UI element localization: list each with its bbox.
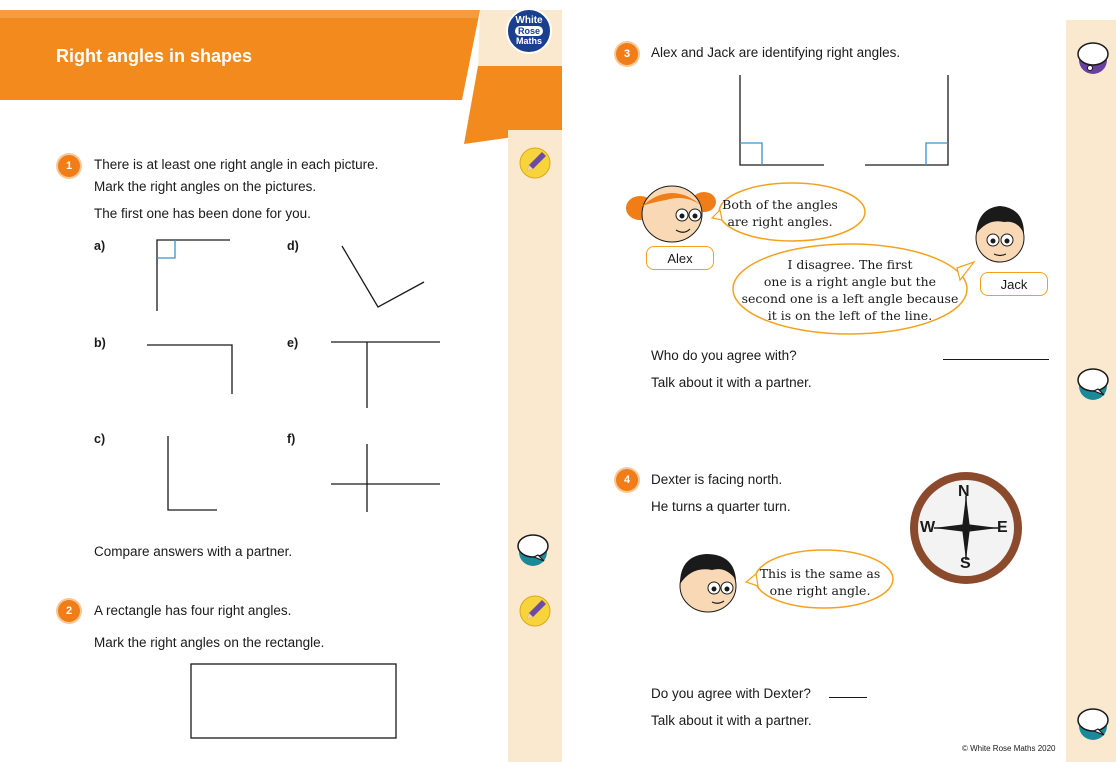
q3-question: Who do you agree with? (651, 348, 797, 363)
question-number-badge: 4 (616, 469, 638, 491)
q4-line-1: Dexter is facing north. (651, 472, 783, 487)
q1-line-1: There is at least one right angle in each picture. (94, 157, 379, 172)
label-c: c) (94, 432, 106, 446)
label-d: d) (287, 239, 299, 253)
copyright: © White Rose Maths 2020 (962, 744, 1056, 753)
thinking-bubble-icon[interactable] (1074, 38, 1112, 76)
logo-line-1: White (515, 15, 543, 26)
page-title: Right angles in shapes (56, 46, 253, 66)
q2-rectangle[interactable] (191, 664, 396, 738)
logo-line-2: Rose (515, 26, 543, 36)
q1-compare-text: Compare answers with a partner. (94, 544, 293, 559)
question-number-badge: 1 (58, 155, 80, 177)
speech-bubble-icon[interactable] (1074, 704, 1112, 742)
alex-speech-line-1: Both of the angles (722, 197, 838, 212)
q3-answer-line[interactable] (943, 359, 1049, 360)
compass-north: N (958, 483, 970, 500)
alex-speech-line-2: are right angles. (727, 214, 833, 229)
speech-bubble-icon[interactable] (1074, 364, 1112, 402)
q3-talk: Talk about it with a partner. (651, 375, 812, 390)
q4-line-2: He turns a quarter turn. (651, 499, 791, 514)
dexter-speech-line-1: This is the same as (759, 566, 881, 581)
compass-east: E (997, 519, 1008, 536)
shape-a[interactable] (157, 240, 230, 311)
shape-b[interactable] (147, 345, 232, 394)
jack-speech-line-1: I disagree. The first (787, 257, 913, 272)
shape-d[interactable] (342, 246, 424, 307)
dexter-avatar (676, 550, 742, 614)
jack-name-tag: Jack (980, 272, 1048, 296)
q1-line-2: Mark the right angles on the pictures. (94, 179, 317, 194)
q1-line-3: The first one has been done for you. (94, 206, 311, 221)
q3-intro: Alex and Jack are identifying right angles. (651, 45, 901, 60)
q2-line-2: Mark the right angles on the rectangle. (94, 635, 325, 650)
q2-line-1: A rectangle has four right angles. (94, 603, 292, 618)
jack-avatar (974, 204, 1026, 264)
jack-speech-line-4: it is on the left of the line. (767, 308, 933, 323)
label-b: b) (94, 336, 106, 350)
label-e: e) (287, 336, 299, 350)
q4-answer-line[interactable] (829, 697, 867, 698)
label-a: a) (94, 239, 106, 253)
alex-name-tag: Alex (646, 246, 714, 270)
jack-speech-line-3: second one is a left angle because (741, 291, 959, 306)
alex-avatar (626, 180, 718, 246)
compass-west: W (920, 519, 936, 536)
q3-angles (562, 0, 1066, 762)
jack-speech-line-2: one is a right angle but the (763, 274, 937, 289)
question-number-badge: 3 (616, 43, 638, 65)
question-number-badge: 2 (58, 600, 80, 622)
shape-e[interactable] (331, 342, 440, 408)
compass-south: S (960, 555, 971, 572)
label-f: f) (287, 432, 296, 446)
dexter-speech-line-2: one right angle. (769, 583, 871, 598)
shape-c[interactable] (168, 436, 217, 510)
q4-talk: Talk about it with a partner. (651, 713, 812, 728)
shape-f[interactable] (331, 444, 440, 512)
q4-question: Do you agree with Dexter? (651, 686, 811, 701)
logo-line-3: Maths (515, 36, 542, 46)
